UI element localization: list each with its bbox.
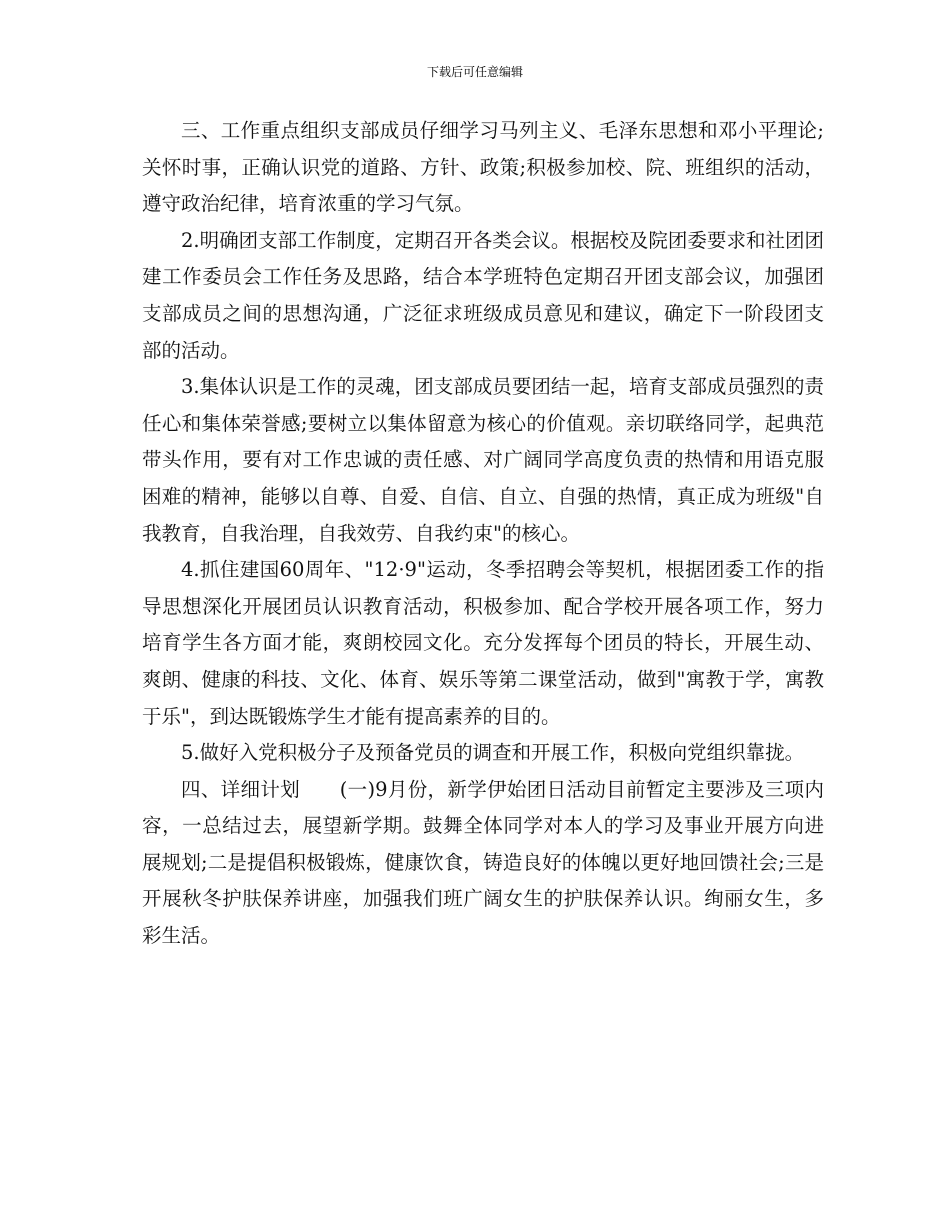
paragraph-item-5: 5.做好入党积极分子及预备党员的调查和开展工作，积极向党组织靠拢。 bbox=[181, 741, 805, 765]
paragraph-item-2: 2.明确团支部工作制度，定期召开各类会议。根据校及院团委要求和社团团建工作委员会工作任务及思路，结合本学班特色定期召开团支部会议，加强团支部成员之间的思想沟通，广泛征求班级成员意见和建议，确定下一阶段团支部的活动。 bbox=[142, 228, 824, 362]
paragraph-item-4: 4.抓住建国60周年、"12·9"运动，冬季招聘会等契机，根据团委工作的指导思想深化开展团员认识教育活动，积极参加、配合学校开展各项工作，努力培育学生各方面才能，爽朗校园文化。充分发挥每个团员的特长，开展生动、爽朗、健康的科技、文化、体育、娱乐等第二课堂活动，做到"寓教于学，寓教于乐"，到达既锻炼学生才能有提高素养的目的。 bbox=[142, 558, 824, 728]
page-header-note: 下载后可任意编辑 bbox=[426, 65, 523, 79]
paragraph-work-focus: 三、工作重点组织支部成员仔细学习马列主义、毛泽东思想和邓小平理论;关怀时事，正确认识党的道路、方针、政策;积极参加校、院、班组织的活动，遵守政治纪律，培育浓重的学习气氛。 bbox=[142, 119, 824, 216]
paragraph-detailed-plan: 四、详细计划 (一)9月份，新学伊始团日活动目前暂定主要涉及三项内容，一总结过去，展望新学期。鼓舞全体同学对本人的学习及事业开展方向进展规划;二是提倡积极锻炼，健康饮食，铸造良好的体魄以更好地回馈社会;三是开展秋冬护肤保养讲座，加强我们班广阔女生的护肤保养认识。绚丽女生，多彩生活。 bbox=[142, 777, 824, 948]
paragraph-item-3: 3.集体认识是工作的灵魂，团支部成员要团结一起，培育支部成员强烈的责任心和集体荣誉感;要树立以集体留意为核心的价值观。亲切联络同学，起典范带头作用，要有对工作忠诚的责任感、对广阔同学高度负责的热情和用语克服困难的精神，能够以自尊、自爱、自信、自立、自强的热情，真正成为班级"自我教育，自我治理，自我效劳、自我约束"的核心。 bbox=[142, 375, 824, 545]
document-body bbox=[142, 113, 824, 955]
